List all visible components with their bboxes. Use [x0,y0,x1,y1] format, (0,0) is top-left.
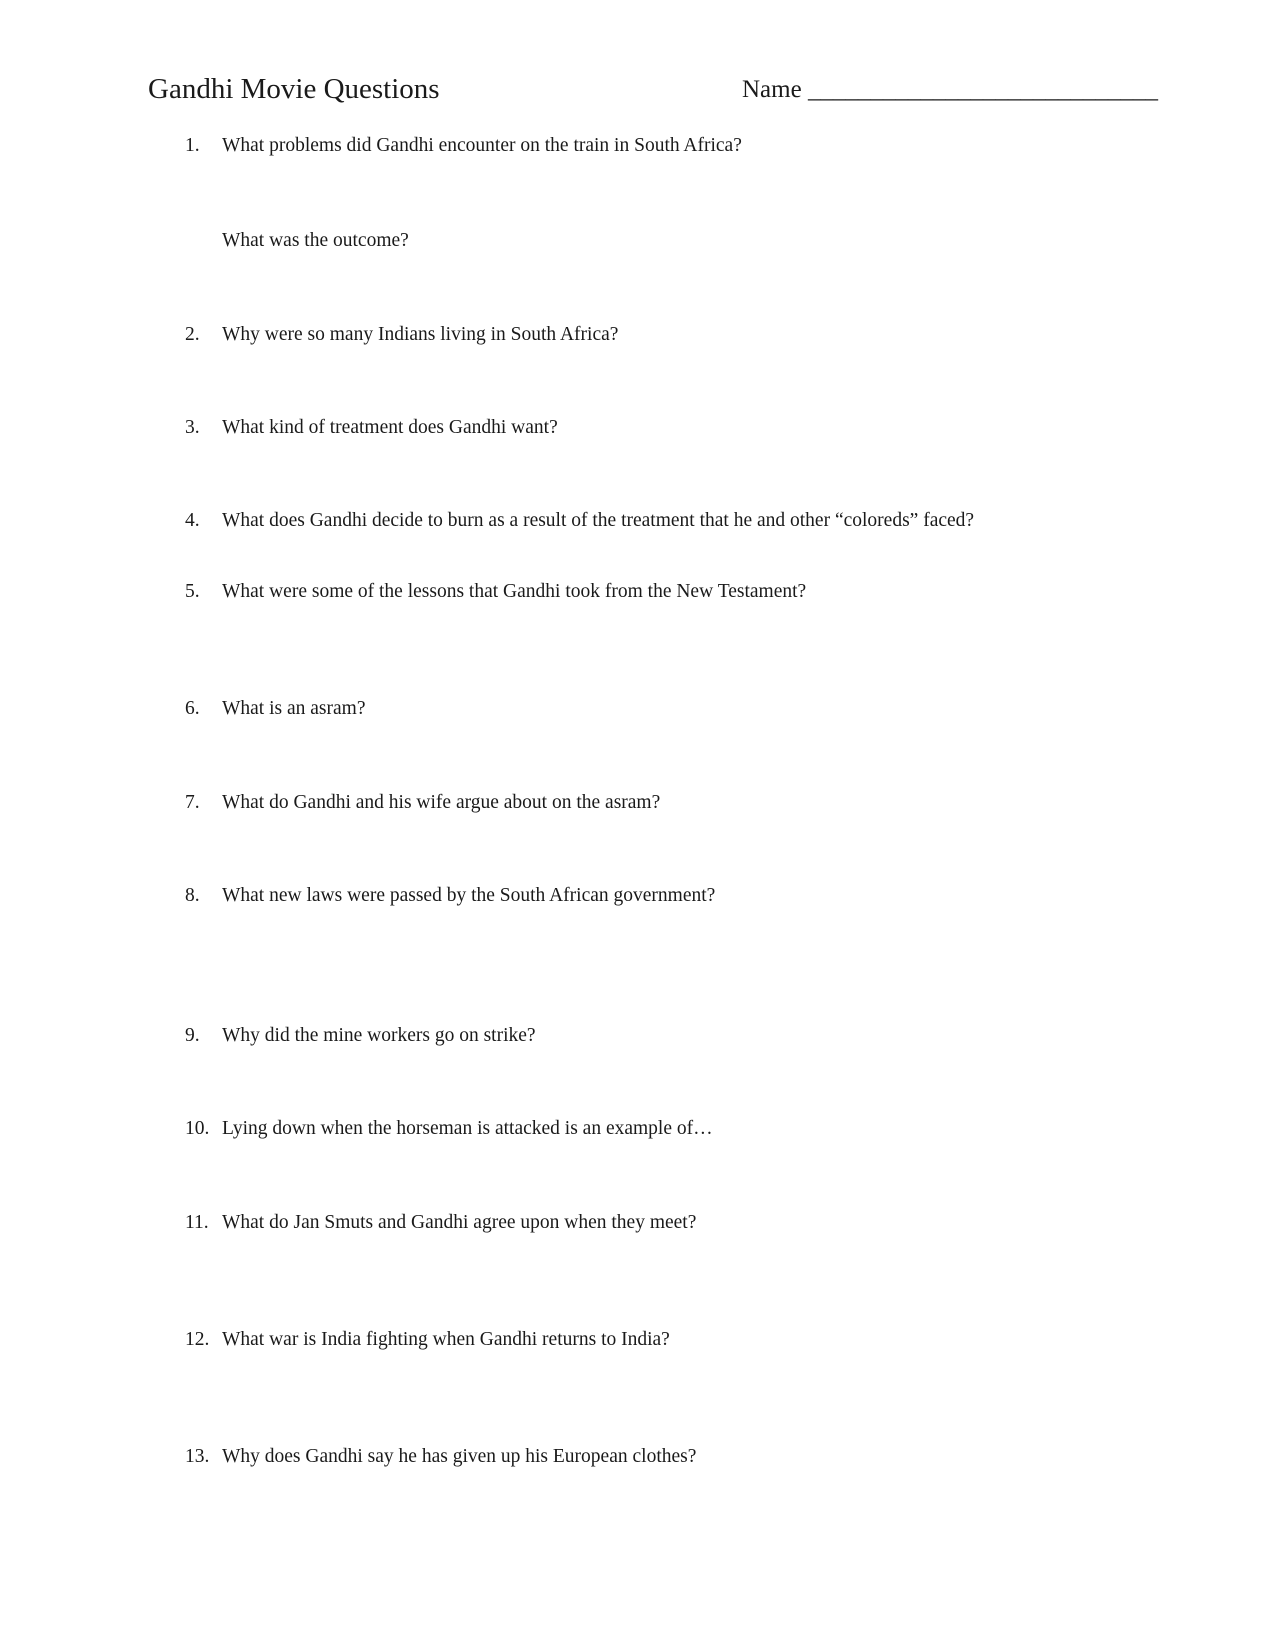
question-text: What kind of treatment does Gandhi want? [222,417,558,438]
question-text: Why did the mine workers go on strike? [222,1025,536,1046]
question-text: Why does Gandhi say he has given up his European clothes? [222,1446,697,1467]
question-number: 2. [185,324,200,345]
question-number: 1. [185,135,200,156]
question-3 [185,416,558,440]
question-text: What is an asram? [222,698,366,719]
question-number: 6. [185,698,200,719]
question-12 [185,1328,670,1352]
question-text: What were some of the lessons that Gandhi took from the New Testament? [222,581,807,602]
question-8 [185,884,715,908]
question-text: What do Gandhi and his wife argue about on the asram? [222,792,661,813]
question-2 [185,323,618,347]
question-13 [185,1445,696,1469]
question-number: 12. [185,1329,210,1350]
question-number: 8. [185,885,200,906]
question-number: 11. [185,1212,209,1233]
question-number: 10. [185,1118,210,1139]
question-1 [185,134,742,158]
name-field: Name ____________________________ [742,76,1158,103]
page-title: Gandhi Movie Questions [148,73,440,105]
question-text: What do Jan Smuts and Gandhi agree upon when they meet? [222,1212,697,1233]
question-6 [185,697,365,721]
question-5 [185,580,806,604]
question-1-followup: What was the outcome? [222,230,409,251]
question-10 [185,1117,713,1141]
question-text: What problems did Gandhi encounter on the train in South Africa? [222,135,742,156]
question-text: What new laws were passed by the South African government? [222,885,716,906]
question-text: What does Gandhi decide to burn as a result of the treatment that he and other “coloreds” faced? [222,510,975,531]
question-number: 13. [185,1446,210,1467]
question-number: 4. [185,510,200,531]
question-9 [185,1024,536,1048]
question-number: 5. [185,581,200,602]
question-7 [185,791,660,815]
question-text: Lying down when the horseman is attacked is an example of… [222,1118,713,1139]
question-number: 3. [185,417,200,438]
question-number: 7. [185,792,200,813]
question-text: What war is India fighting when Gandhi returns to India? [222,1329,670,1350]
question-11 [185,1211,696,1235]
question-number: 9. [185,1025,200,1046]
question-text: Why were so many Indians living in South Africa? [222,324,619,345]
question-4 [185,509,974,533]
